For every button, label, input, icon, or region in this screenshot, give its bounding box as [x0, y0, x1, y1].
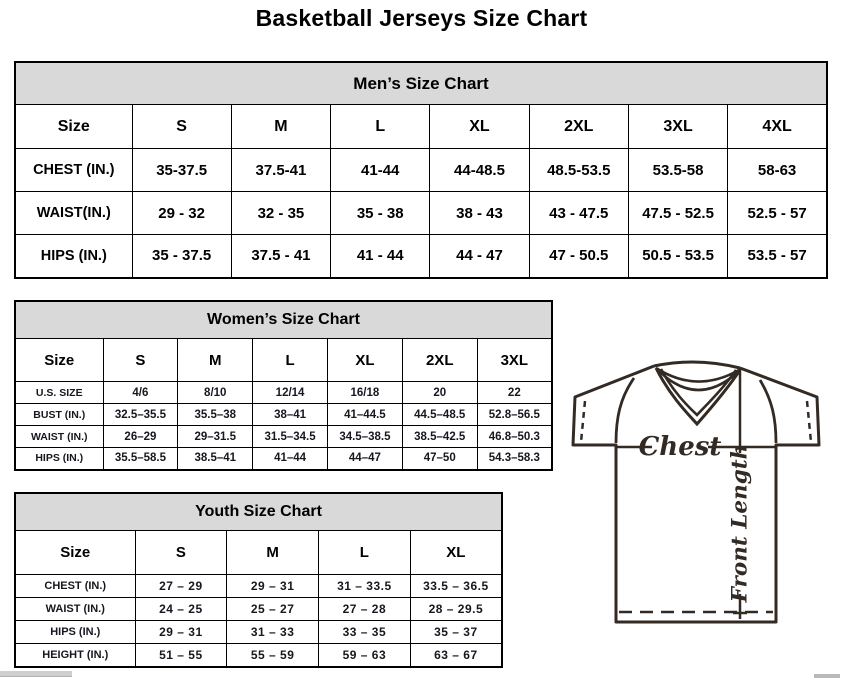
size-column-header: 2XL [402, 339, 477, 382]
measurement-value-cell: 44 - 47 [430, 235, 529, 278]
measurement-row [15, 598, 502, 621]
measurement-value-cell: 31 – 33.5 [319, 575, 411, 598]
measurement-value-cell: 25 – 27 [227, 598, 319, 621]
measurement-value-cell: 33 – 35 [319, 621, 411, 644]
size-corner-header: Size [15, 339, 103, 382]
front-length-label: Front Length [727, 443, 753, 603]
measurement-value-cell: 26–29 [103, 426, 178, 448]
measurement-value-cell: 54.3–58.3 [477, 448, 552, 470]
size-column-header: M [231, 105, 330, 149]
measurement-value-cell: 47 - 50.5 [529, 235, 628, 278]
measurement-value-cell: 22 [477, 382, 552, 404]
size-header-row [15, 105, 827, 149]
table-title-row [15, 62, 827, 105]
measurement-row-label: CHEST (IN.) [15, 575, 135, 598]
measurement-value-cell: 12/14 [253, 382, 328, 404]
measurement-row-label: WAIST (IN.) [15, 598, 135, 621]
measurement-row [15, 426, 552, 448]
measurement-value-cell: 46.8–50.3 [477, 426, 552, 448]
left-armhole-seam [616, 378, 634, 443]
measurement-value-cell: 52.8–56.5 [477, 404, 552, 426]
measurement-row [15, 404, 552, 426]
size-column-header: S [135, 531, 227, 575]
measurement-row [15, 149, 827, 192]
womens-size-table [14, 300, 553, 471]
measurement-value-cell: 20 [402, 382, 477, 404]
jersey-measurement-diagram [556, 356, 838, 628]
size-column-header: XL [327, 339, 402, 382]
horizontal-scrollbar-fragment-right [814, 674, 840, 678]
measurement-value-cell: 48.5-53.5 [529, 149, 628, 192]
measurement-value-cell: 31.5–34.5 [253, 426, 328, 448]
size-column-header: M [178, 339, 253, 382]
measurement-row [15, 575, 502, 598]
measurement-row-label: HIPS (IN.) [15, 235, 132, 278]
measurement-value-cell: 43 - 47.5 [529, 192, 628, 235]
measurement-value-cell: 38.5–42.5 [402, 426, 477, 448]
measurement-value-cell: 27 – 28 [319, 598, 411, 621]
size-header-row [15, 339, 552, 382]
table-title: Men’s Size Chart [15, 62, 827, 105]
size-column-header: 3XL [628, 105, 727, 149]
measurement-value-cell: 28 – 29.5 [410, 598, 502, 621]
measurement-value-cell: 44-48.5 [430, 149, 529, 192]
jersey-outline-shape [573, 366, 819, 622]
measurement-value-cell: 59 – 63 [319, 644, 411, 667]
measurement-value-cell: 35 - 38 [331, 192, 430, 235]
measurement-value-cell: 51 – 55 [135, 644, 227, 667]
right-cuff-stitch-dashes [807, 401, 811, 442]
measurement-value-cell: 4/6 [103, 382, 178, 404]
measurement-value-cell: 38 - 43 [430, 192, 529, 235]
size-column-header: M [227, 531, 319, 575]
measurement-value-cell: 41-44 [331, 149, 430, 192]
measurement-row [15, 192, 827, 235]
size-column-header: S [132, 105, 231, 149]
size-column-header: L [319, 531, 411, 575]
measurement-row [15, 644, 502, 667]
measurement-row-label: U.S. SIZE [15, 382, 103, 404]
measurement-row-label: HIPS (IN.) [15, 621, 135, 644]
measurement-value-cell: 37.5-41 [231, 149, 330, 192]
table-title: Women’s Size Chart [15, 301, 552, 339]
measurement-value-cell: 50.5 - 53.5 [628, 235, 727, 278]
measurement-value-cell: 41–44.5 [327, 404, 402, 426]
size-column-header: 3XL [477, 339, 552, 382]
measurement-value-cell: 55 – 59 [227, 644, 319, 667]
measurement-value-cell: 47–50 [402, 448, 477, 470]
measurement-row-label: WAIST(IN.) [15, 192, 132, 235]
table-title-row [15, 493, 502, 531]
right-armhole-seam [760, 380, 776, 443]
measurement-value-cell: 53.5 - 57 [728, 235, 827, 278]
measurement-value-cell: 24 – 25 [135, 598, 227, 621]
measurement-value-cell: 58-63 [728, 149, 827, 192]
size-header-row [15, 531, 502, 575]
measurement-row [15, 448, 552, 470]
size-column-header: L [331, 105, 430, 149]
measurement-value-cell: 53.5-58 [628, 149, 727, 192]
size-corner-header: Size [15, 531, 135, 575]
measurement-value-cell: 35.5–38 [178, 404, 253, 426]
left-cuff-stitch-dashes [581, 401, 585, 442]
measurement-value-cell: 33.5 – 36.5 [410, 575, 502, 598]
collar-top-edge [654, 362, 740, 368]
size-column-header: XL [430, 105, 529, 149]
measurement-value-cell: 41 - 44 [331, 235, 430, 278]
measurement-value-cell: 8/10 [178, 382, 253, 404]
measurement-row [15, 621, 502, 644]
measurement-row [15, 382, 552, 404]
size-column-header: S [103, 339, 178, 382]
measurement-value-cell: 29 – 31 [135, 621, 227, 644]
size-column-header: 4XL [728, 105, 827, 149]
measurement-value-cell: 32 - 35 [231, 192, 330, 235]
measurement-value-cell: 35.5–58.5 [103, 448, 178, 470]
size-column-header: L [253, 339, 328, 382]
measurement-row-label: CHEST (IN.) [15, 149, 132, 192]
measurement-value-cell: 52.5 - 57 [728, 192, 827, 235]
measurement-row-label: WAIST (IN.) [15, 426, 103, 448]
measurement-value-cell: 29 - 32 [132, 192, 231, 235]
measurement-row-label: BUST (IN.) [15, 404, 103, 426]
page-title: Basketball Jerseys Size Chart [255, 5, 588, 31]
measurement-value-cell: 38–41 [253, 404, 328, 426]
measurement-value-cell: 35 - 37.5 [132, 235, 231, 278]
measurement-value-cell: 38.5–41 [178, 448, 253, 470]
youth-size-table [14, 492, 503, 668]
measurement-value-cell: 35 – 37 [410, 621, 502, 644]
measurement-value-cell: 29–31.5 [178, 426, 253, 448]
measurement-value-cell: 63 – 67 [410, 644, 502, 667]
measurement-row-label: HIPS (IN.) [15, 448, 103, 470]
size-column-header: 2XL [529, 105, 628, 149]
measurement-row [15, 235, 827, 278]
measurement-value-cell: 16/18 [327, 382, 402, 404]
measurement-row-label: HEIGHT (IN.) [15, 644, 135, 667]
measurement-value-cell: 35-37.5 [132, 149, 231, 192]
measurement-value-cell: 34.5–38.5 [327, 426, 402, 448]
measurement-value-cell: 44–47 [327, 448, 402, 470]
measurement-value-cell: 31 – 33 [227, 621, 319, 644]
measurement-value-cell: 37.5 - 41 [231, 235, 330, 278]
size-column-header: XL [410, 531, 502, 575]
measurement-value-cell: 47.5 - 52.5 [628, 192, 727, 235]
horizontal-scrollbar-fragment-left [0, 671, 72, 677]
measurement-value-cell: 41–44 [253, 448, 328, 470]
table-title-row [15, 301, 552, 339]
table-title: Youth Size Chart [15, 493, 502, 531]
measurement-value-cell: 29 – 31 [227, 575, 319, 598]
measurement-value-cell: 44.5–48.5 [402, 404, 477, 426]
size-corner-header: Size [15, 105, 132, 149]
chest-label: Chest [638, 432, 722, 462]
measurement-value-cell: 32.5–35.5 [103, 404, 178, 426]
mens-size-table [14, 61, 828, 279]
measurement-value-cell: 27 – 29 [135, 575, 227, 598]
